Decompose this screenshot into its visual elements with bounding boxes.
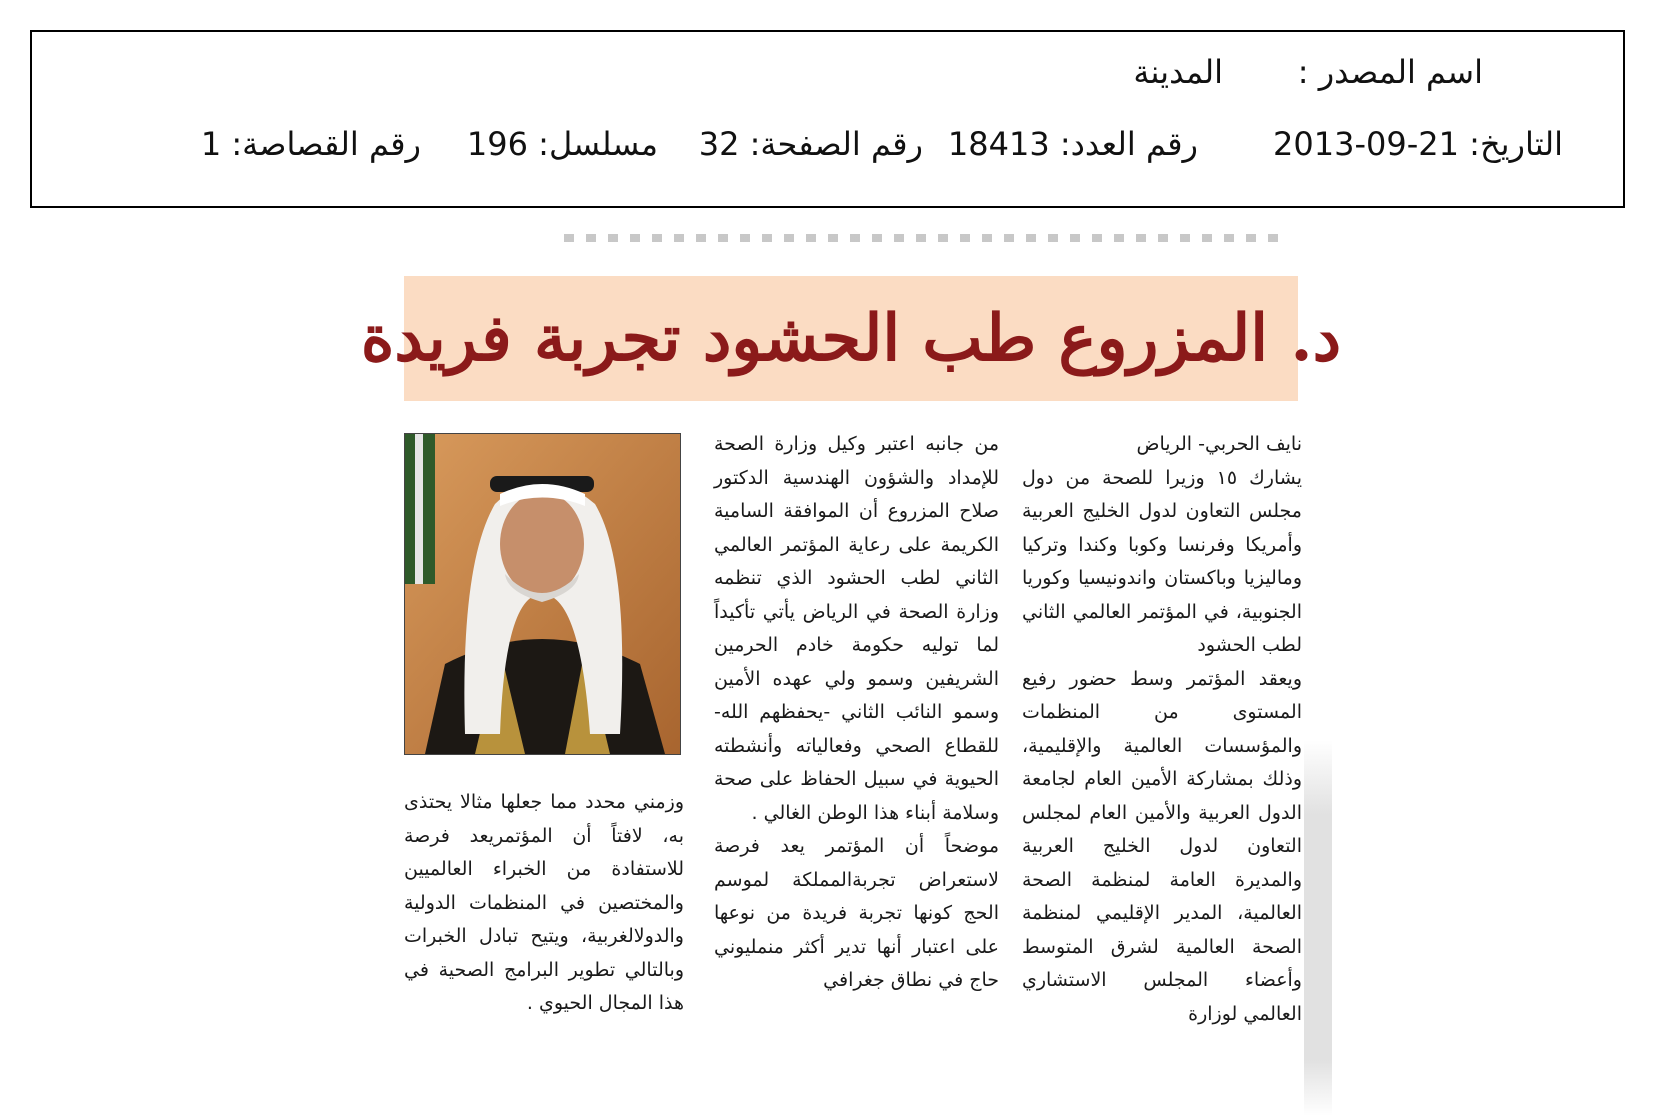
paragraph: يشارك ١٥ وزيرا للصحة من دول مجلس التعاون لدول الخليج العربية وأمريكا وفرنسا وكوبا وكندا وتركيا وماليزيا وباكستان واندونيسيا وكوريا الجنوبية، في المؤتمر العالمي الثاني لطب الحشود — [1022, 466, 1302, 656]
paragraph: موضحاً أن المؤتمر يعد فرصة لاستعراض تجربةالمملكة لموسم الحج كونها تجربة فريدة من نوعها على اعتبار أنها تدير أكثر منمليوني حاج في نطاق جغرافي — [714, 835, 999, 991]
scan-watermark — [1304, 740, 1332, 1116]
article-column-right — [1022, 428, 1302, 1031]
date-field: التاريخ: 21-09-2013 — [1273, 125, 1563, 163]
article-column-middle — [714, 428, 999, 998]
clip-number: رقم القصاصة: 1 — [200, 125, 421, 163]
source-label: اسم المصدر : — [1297, 53, 1483, 91]
portrait-photo — [404, 433, 681, 755]
news-article — [360, 230, 1342, 1116]
paragraph: من جانبه اعتبر وكيل وزارة الصحة للإمداد والشؤون الهندسية الدكتور صلاح المزروع أن الموافقة السامية الكريمة على رعاية المؤتمر العالمي الثاني لطب الحشود الذي تنظمه وزارة الصحة في الرياض يأتي تأكيداً لما توليه حكومة خادم الحرمين الشريفين وسمو ولي عهده الأمين وسمو النائب الثاني -يحفظهم الله- للقطاع الصحي وفعالياته وأنشطته الحيوية في سبيل الحفاظ على صحة وسلامة أبناء هذا الوطن الغالي . — [714, 433, 999, 824]
byline: نايف الحربي- الرياض — [1136, 433, 1302, 455]
issue-number: رقم العدد: 18413 — [947, 125, 1198, 163]
article-column-left — [404, 786, 684, 1021]
cropped-text-strip — [564, 234, 1284, 242]
portrait-illustration — [405, 434, 680, 754]
source-value: المدينة — [1133, 53, 1223, 91]
page-number: رقم الصفحة: 32 — [698, 125, 923, 163]
headline-band — [360, 276, 1342, 401]
serial-number: مسلسل: 196 — [466, 125, 658, 163]
article-headline: د. المزروع طب الحشود تجربة فريدة — [360, 301, 1342, 376]
paragraph: وزمني محدد مما جعلها مثالا يحتذى به، لافتاً أن المؤتمريعد فرصة للاستفادة من الخبراء العالميين والمختصين في المنظمات الدولية والدولالغربية، ويتيح تبادل الخبرات وبالتالي تطوير البرامج الصحية في هذا المجال الحيوي . — [404, 791, 684, 1014]
paragraph: ويعقد المؤتمر وسط حضور رفيع المستوى من المنظمات والمؤسسات العالمية والإقليمية، وذلك بمشاركة الأمين العام لجامعة الدول العربية والأمين العام لمجلس التعاون لدول الخليج العربية والمديرة العامة لمنظمة الصحة العالمية، المدير الإقليمي لمنظمة الصحة العالمية لشرق المتوسط وأعضاء المجلس الاستشاري العالمي لوزارة — [1022, 667, 1302, 1025]
document-header — [30, 30, 1625, 208]
